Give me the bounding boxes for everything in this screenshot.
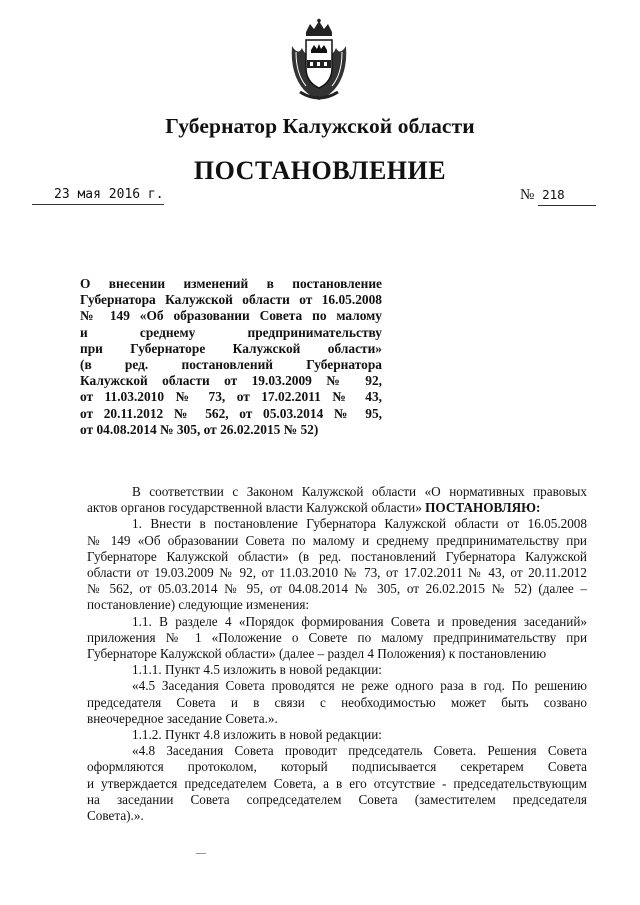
document-number (520, 185, 604, 205)
subject-line: при Губернаторе Калужской области» (80, 340, 382, 356)
subject-line: О внесении изменений в постановление (80, 276, 382, 291)
document-date: 23 мая 2016 г. (32, 185, 164, 205)
body-line: 1.1. В разделе 4 «Порядок формирования Совета и проведения заседаний» (132, 613, 587, 629)
subject-line: и среднему предпринимательству (80, 324, 382, 340)
body-line: оформляются протоколом, который подписывается секретарем Совета (87, 759, 587, 775)
document-subject (80, 276, 382, 438)
body-line: и утверждается председателем Совета, а в его отсутствие - председательствующим (87, 775, 587, 791)
issuer-title: Губернатор Калужской области (165, 114, 475, 138)
subject-line: от 20.11.2012 № 562, от 05.03.2014 № 95, (80, 405, 382, 421)
subject-line: Калужской области от 19.03.2009 № 92, (80, 373, 382, 389)
body-line: «4.5 Заседания Совета проводятся не реже одного раза в год. По решению (132, 678, 587, 694)
body-line: на заседании Совета сопредседателем Совета (заместителем председателя (87, 791, 587, 807)
body-line: постановление) следующие изменения: (87, 597, 310, 613)
body-line: В соответствии с Законом Калужской области «О нормативных правовых (132, 484, 587, 499)
body-line: Совета).». (87, 808, 144, 824)
body-line: 1. Внести в постановление Губернатора Калужской области от 16.05.2008 (132, 516, 587, 532)
number-value: 218 (538, 185, 596, 206)
document-body (87, 484, 587, 824)
subject-line: от 11.03.2010 № 73, от 17.02.2011 № 43, (80, 389, 382, 405)
body-line: 1.1.2. Пункт 4.8 изложить в новой редакции: (132, 727, 382, 743)
body-line: № 562, от 05.03.2014 № 95, от 04.08.2014 № 305, от 26.02.2015 № 52) (далее – (87, 581, 587, 597)
kaluga-coat-of-arms-icon (286, 18, 352, 102)
body-line: внеочередное заседание Совета.». (87, 710, 278, 726)
body-line: области от 19.03.2009 № 92, от 11.03.2010 № 73, от 17.02.2011 № 43, от 20.11.2012 (87, 565, 587, 581)
document-type-heading: ПОСТАНОВЛЕНИЕ (193, 156, 447, 185)
body-line (87, 500, 587, 516)
body-text: актов органов государственной власти Калужской области» (87, 500, 422, 516)
body-line: приложения № 1 «Положение о Совете по малому предпринимательству при (87, 629, 587, 645)
subject-line: от 04.08.2014 № 305, от 26.02.2015 № 52) (80, 421, 319, 437)
subject-line: (в ред. постановлений Губернатора (80, 357, 382, 373)
scan-mark (196, 853, 206, 854)
number-sign: № (520, 187, 535, 203)
body-line: председателя Совета и в связи с необходимостью может быть созвано (87, 694, 587, 710)
resolution-keyword: ПОСТАНОВЛЯЮ: (425, 500, 541, 516)
body-line: «4.8 Заседания Совета проводит председатель Совета. Решения Совета (132, 743, 587, 759)
body-line: 1.1.1. Пункт 4.5 изложить в новой редакции: (132, 662, 382, 678)
body-line: Губернаторе Калужской области» (далее – раздел 4 Положения) к постановлению (87, 646, 547, 662)
body-line: Губернаторе Калужской области» (в ред. постановлений Губернатора Калужской (87, 548, 587, 564)
subject-line: Губернатора Калужской области от 16.05.2008 (80, 292, 382, 308)
body-line: № 149 «Об образовании Совета по малому и среднему предпринимательству при (87, 532, 587, 548)
subject-line: № 149 «Об образовании Совета по малому (80, 308, 382, 324)
